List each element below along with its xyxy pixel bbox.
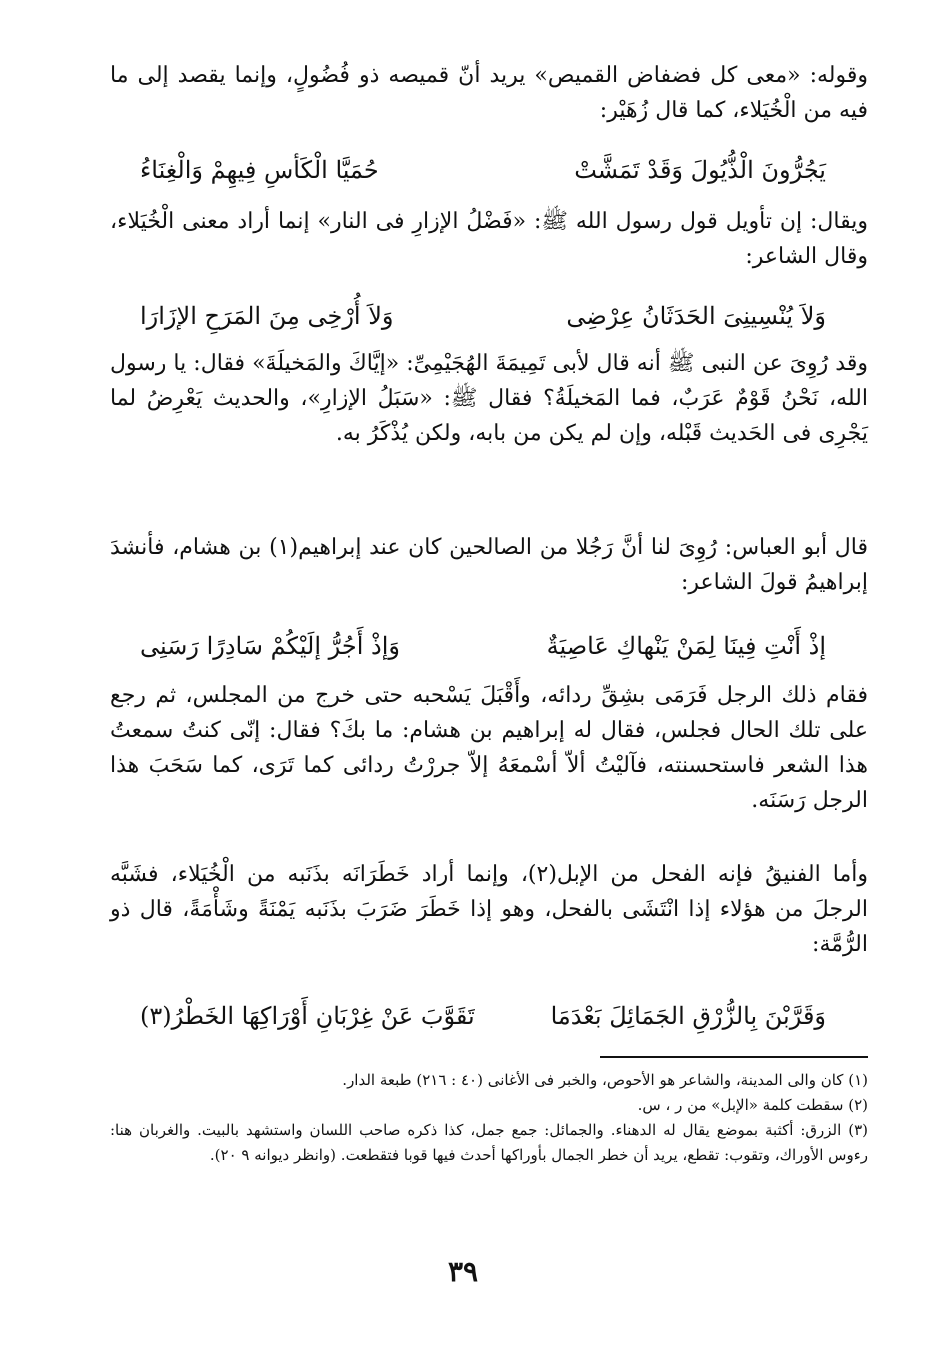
paragraph-text: قال أبو العباس: رُوِىَ لنا أنَّ رَجُلا من الصالحين كان عند إبراهيم(١) بن هشام، فأنشدَ إبراهيمُ قولَ الشاعر: [110,535,868,595]
page-number: ٣٩ [447,1255,479,1288]
verse-second-hemistich: تَقَوَّبَ عَنْ غِرْبَانِ أَوْرَاكِهَا الخَطْرُ(٣) [140,1002,475,1030]
paragraph-6 [110,857,868,962]
paragraph-5 [110,678,868,818]
paragraph-text: فقام ذلك الرجل فَرَمَى بشِقِّ ردائه، وأَقْبَلَ يَسْحبه حتى خرج من المجلس، ثم رجع على تلك الحال فجلس، فقال له إبراهيم بن هشام: ما بكَ؟ فقال: إنّى كنتُ سمعتُ هذا الشعر فاستحسنته، فآليْتُ ألاّ أسْمعَهُ إلاّ جررْتُ ردائى كما تَرَى، كما سَحَبَ هذا الرجل رَسَنَه. [110,683,868,813]
paragraph-text: وقوله: «معى كل فضفاض القميص» يريد أنّ قميصه ذو فُضُولٍ، وإنما يقصد إلى ما فيه من الْخُيَلاء، كما قال زُهَيْر: [110,63,868,123]
paragraph-1 [110,58,868,128]
verse-first-hemistich: وَلاَ يُنْسِينِىَ الحَدَثَانُ عِرْضِى [566,302,826,330]
paragraph-4 [110,530,868,600]
verse-second-hemistich: وَلاَ أُرْخِى مِنَ المَرَحِ الإزَارَا [140,302,394,330]
paragraph-3 [110,346,868,451]
footnote-3: (٣) الزرق: أكثبة بموضع يقال له الدهناء. والجمائل: جمع جمل، كذا ذكره صاحب اللسان واستشهد بالبيت. والغربان هنا: رءوس الأوراك، وتقوب: تقطع، يريد أن خطر الجمال بأوراكها أحدث فيها قوبا فتقطعت. (وانظر ديوانه ٩ ٢٠). [110,1121,868,1164]
verse-second-hemistich: وَإذْ أَجُرُّ إلَيْكُمْ سَادِرًا رَسَنِى [140,632,400,660]
verse-poet [140,298,826,334]
verse-zuhair [140,152,826,188]
verse-ahwas [140,628,826,664]
verse-first-hemistich: يَجُرُّونَ الْذُّيُولَ وَقَدْ تَمَشَّتْ [574,156,826,184]
verse-dhu-al-rumma [140,998,826,1034]
verse-first-hemistich: وَقَرَّبْنَ بِالزُّرْقِ الجَمَائِلَ بَعْدَمَا [550,1002,826,1030]
paragraph-text: وأما الفنيقُ فإنه الفحل من الإبل(٢)، وإنما أراد خَطَرَانَه بذَنَبه من الْخُيَلاء، فشَبَّه الرجلَ من هؤلاء إذا انْتَشَى بالفحل، وهو إذا خَطَرَ ضَرَبَ بذَنَبه يَمْنَةً وشَأْمَةً، قال ذو الرُّمَّة: [110,862,868,957]
verse-first-hemistich: إذْ أَنْتِ فِينَا لِمَنْ يَنْهاكِ عَاصِيَةٌ [546,632,826,660]
footnotes [110,1068,868,1168]
verse-second-hemistich: حُمَيَّا الْكَأسِ فِيهِمْ وَالْغِنَاءُ [140,156,379,184]
paragraph-2 [110,204,868,274]
footnote-2: (٢) سقطت كلمة «الإبل» من ر ، س. [637,1096,868,1114]
footnote-separator [600,1056,868,1058]
paragraph-text: ويقال: إن تأويل قول رسول الله ﷺ: «فَضْلُ الإزارِ فى النار» إنما أراد معنى الْخُيَلاء، وقال الشاعر: [110,209,868,269]
footnote-1: (١) كان والى المدينة، والشاعر هو الأحوص، والخبر فى الأغانى (٤٠ : ٢١٦) طبعة الدار. [342,1071,868,1089]
paragraph-text: وقد رُوِىَ عن النبى ﷺ أنه قال لأبى تَمِيمَةَ الهُجَيْمِىِّ: «إيَّاكَ والمَخيلَةَ» فقال: يا رسول الله، نَحْنُ قَوْمٌ عَرَبٌ، فما المَخيلَةُ؟ فقال ﷺ: «سَبَلُ الإزارِ»، والحديث يَعْرِضُ لما يَجْرِى فى الحَديث قَبْله، وإن لم يكن من بابه، ولكن يُذْكَرُ به. [110,351,868,446]
